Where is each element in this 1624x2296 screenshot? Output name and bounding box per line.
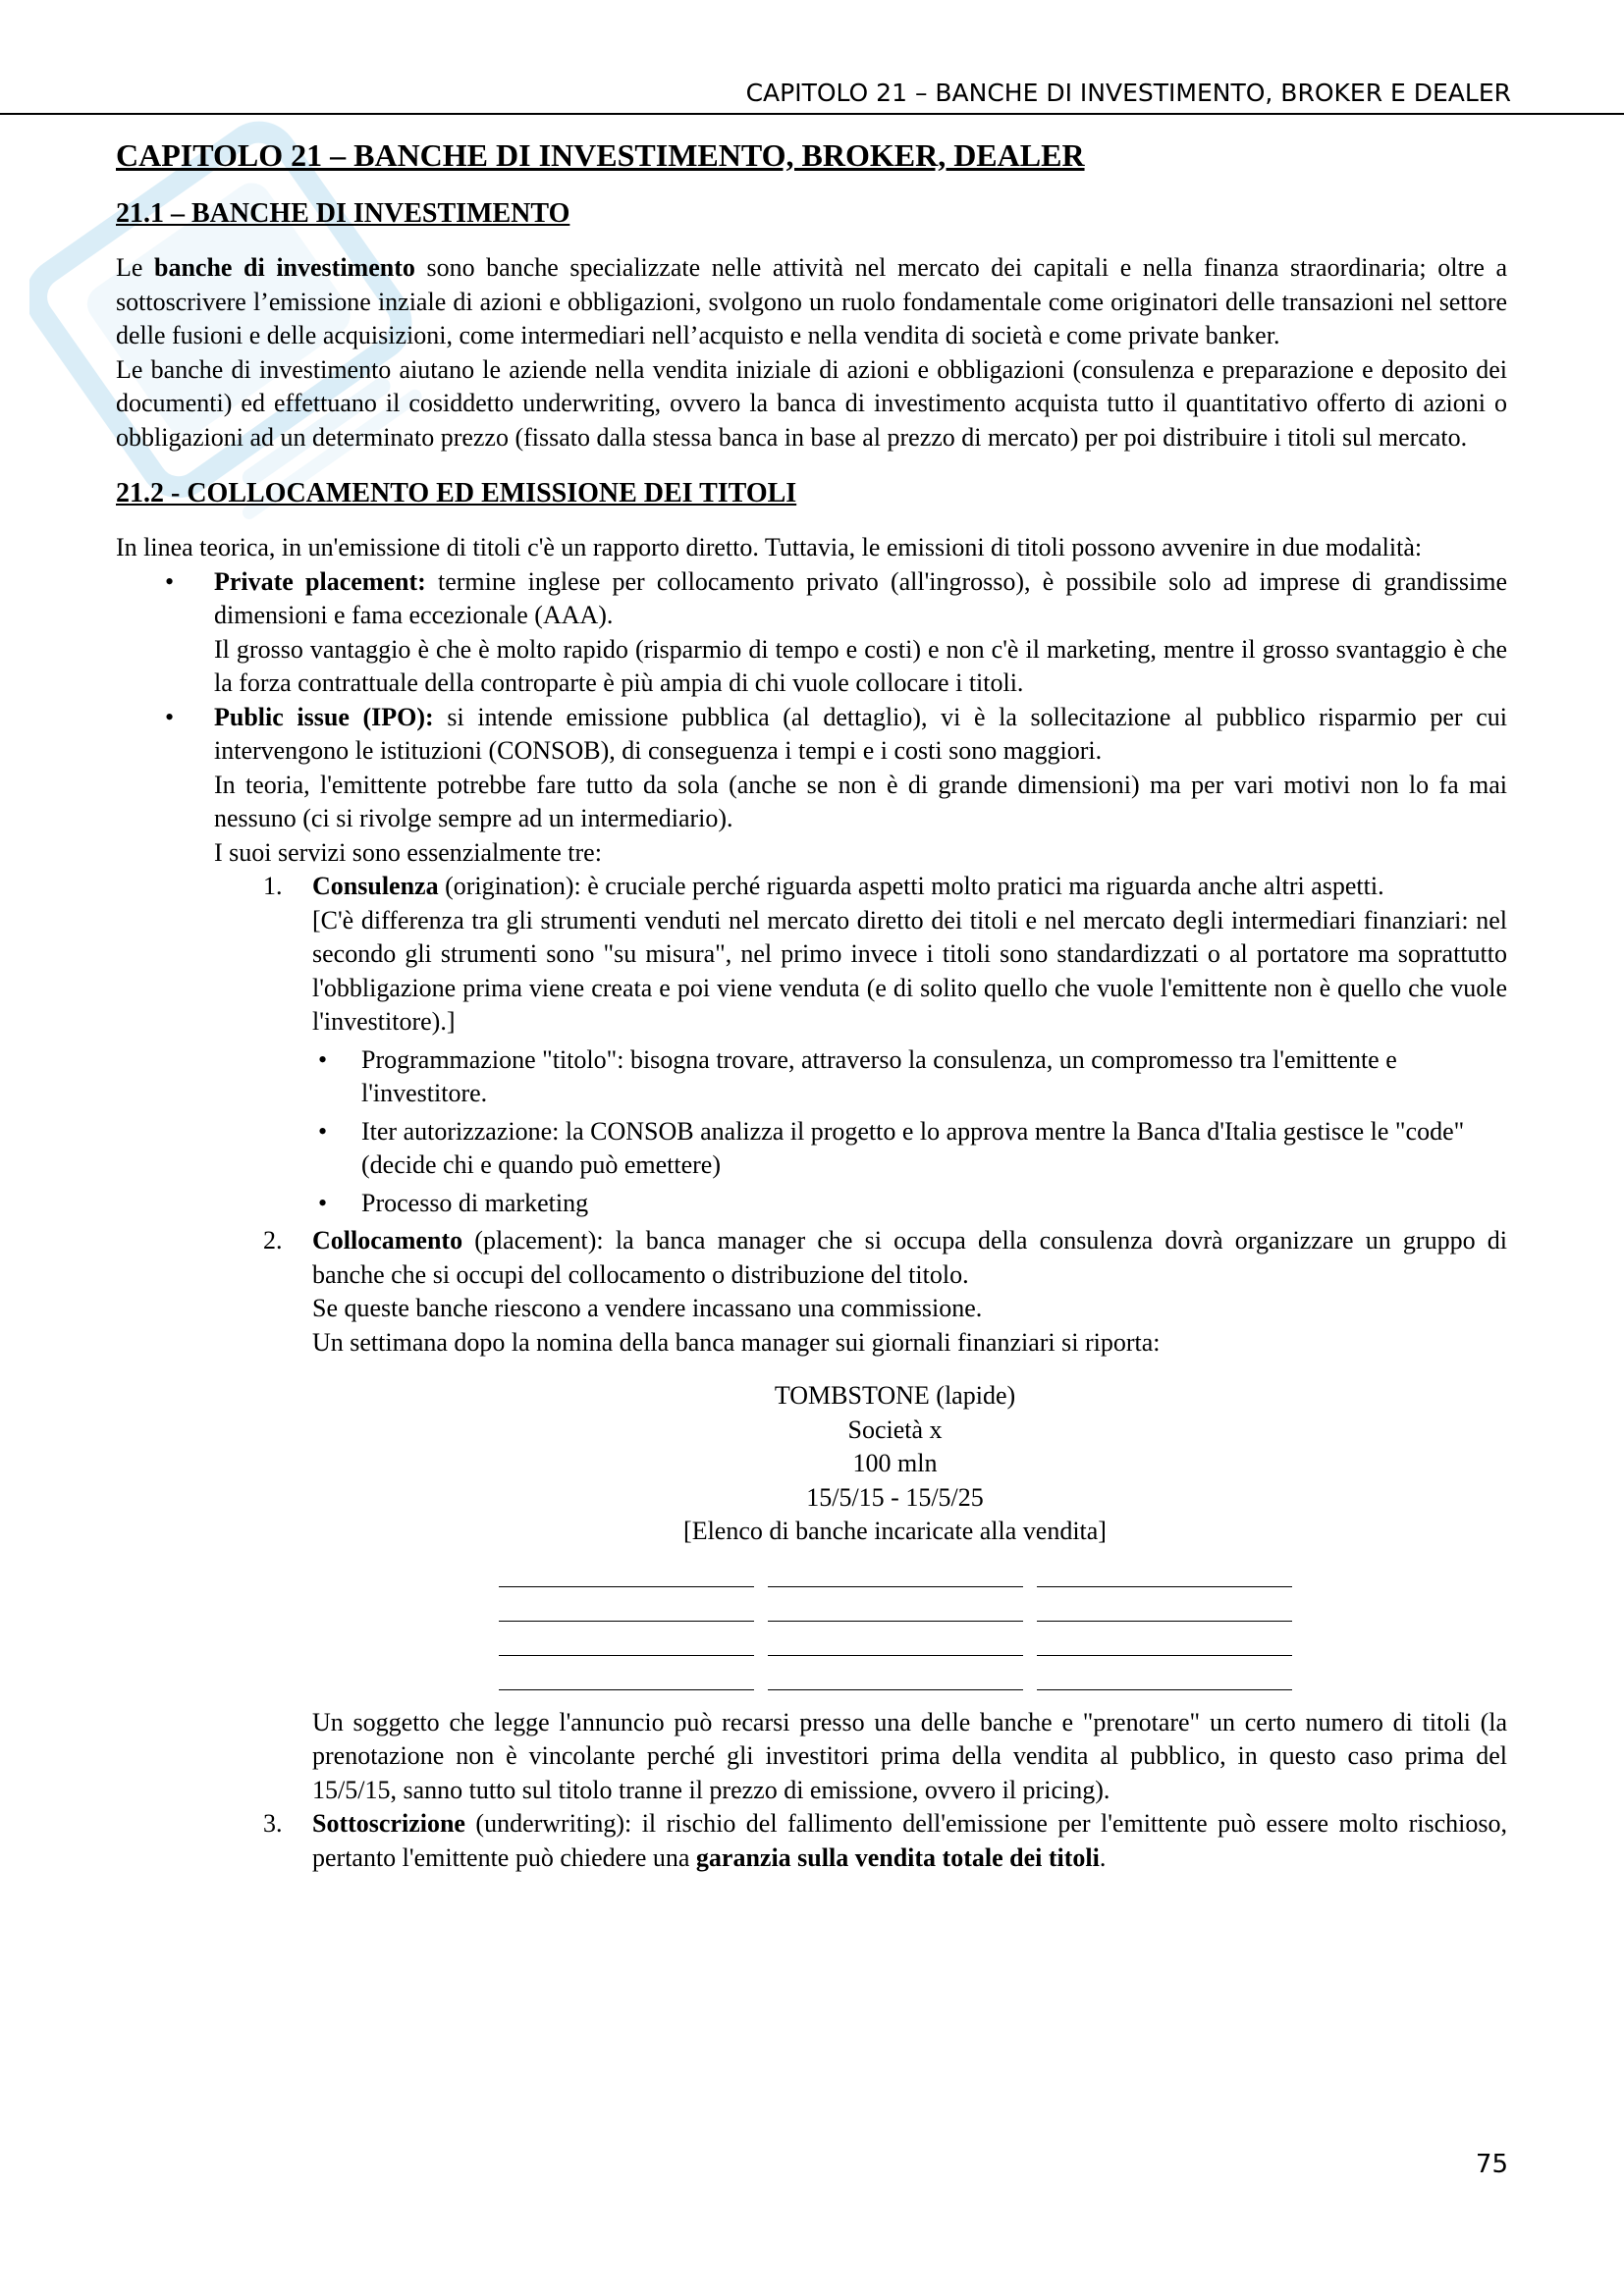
tombstone-line: TOMBSTONE (lapide) (774, 1381, 1016, 1410)
issue-modes-list (116, 565, 1507, 1876)
item-number: 2. (263, 1226, 283, 1255)
blank-line (768, 1599, 1023, 1622)
item-text: termine inglese per collocamento privato (all'ingrosso), è possibile solo ad imprese di grandissime dimensioni e fama eccezionale (AAA). (214, 566, 1507, 629)
section-heading-21-1: 21.1 – BANCHE DI INVESTIMENTO (116, 198, 570, 229)
consulenza-sub-list (312, 1043, 1507, 1221)
section-heading-21-2: 21.2 - COLLOCAMENTO ED EMISSIONE DEI TITOLI (116, 478, 797, 508)
item-text: In teoria, l'emittente potrebbe fare tutto da sola (anche se non è di grande dimensioni) ma per vari motivi non lo fa mai nessuno (ci si rivolge sempre ad un intermediario). (214, 770, 1507, 832)
page-number: 75 (1475, 2150, 1508, 2179)
list-item-collocamento (214, 1224, 1507, 1807)
item-text: I suoi servizi sono essenzialmente tre: (214, 837, 602, 867)
item-number: 1. (263, 872, 283, 900)
list-item-sottoscrizione (214, 1807, 1507, 1875)
main-content (116, 130, 1507, 1875)
blank-line (768, 1565, 1023, 1587)
tombstone-line: 100 mln (852, 1449, 938, 1477)
blank-line (499, 1565, 754, 1587)
list-item: • Processo di marketing (312, 1187, 1507, 1221)
blank-line (499, 1668, 754, 1690)
blank-line (1037, 1565, 1292, 1587)
paragraph-text: sono banche specializzate nelle attività nel mercato dei capitali e nella finanza straordinaria; oltre a sottoscrivere l’emissione inziale di azioni e obbligazioni, svolgono un ruolo fondamentale come originatori delle transazioni nel settore delle fusioni e delle acquisizioni, come intermediari nell’acquisto e nella vendita di società e come private banker. (116, 253, 1508, 349)
blank-line (499, 1599, 754, 1622)
blank-line (1037, 1599, 1292, 1622)
blank-line (768, 1668, 1023, 1690)
blank-line (768, 1633, 1023, 1656)
list-item-private-placement (116, 565, 1507, 701)
paragraph-intro: In linea teorica, in un'emissione di titoli c'è un rapporto diretto. Tuttavia, le emissioni di titoli possono avvenire in due modalità: (116, 533, 1423, 561)
item-text: Il grosso vantaggio è che è molto rapido (risparmio di tempo e costi) e non c'è il marketing, mentre il grosso svantaggio è che la forza contrattuale della controparte è più ampia di chi vuole collocare i titoli. (214, 634, 1507, 697)
tombstone-announcement (312, 1379, 1507, 1690)
services-list (214, 870, 1507, 1875)
bold-term: Sottoscrizione (312, 1809, 465, 1838)
paragraph-underwriting: Le banche di investimento aiutano le aziende nella vendita iniziale di azioni e obbligazioni (consulenza e preparazione e deposito dei documenti) ed effettuano il cosiddetto underwriting, ovvero la banca di investimento acquista tutto il quantitativo offerto di azioni o obbligazioni ad un determinato prezzo (fissato dalla stessa banca in base al prezzo di mercato) per poi distribuire i titoli sul mercato. (116, 354, 1507, 452)
tombstone-line: 15/5/15 - 15/5/25 (806, 1482, 984, 1512)
chapter-title: CAPITOLO 21 – BANCHE DI INVESTIMENTO, BROKER, DEALER (116, 137, 1085, 173)
paragraph-text: Le (116, 253, 155, 282)
blank-row (493, 1622, 1298, 1656)
item-text: (underwriting): il rischio del fallimento dell'emissione per l'emittente può essere molto rischioso, pertanto l'emittente può chiedere una (312, 1809, 1507, 1872)
blank-row (493, 1656, 1298, 1690)
blank-row (493, 1553, 1298, 1587)
paragraph-investment-banks (116, 251, 1507, 353)
item-text: (origination): è cruciale perché riguarda aspetti molto pratici ma riguarda anche altri aspetti. (438, 872, 1384, 900)
blank-line (499, 1633, 754, 1656)
bank-list-blanks (493, 1553, 1298, 1690)
item-number: 3. (263, 1809, 283, 1838)
bold-term: garanzia sulla vendita totale dei titoli (695, 1842, 1100, 1872)
running-header: CAPITOLO 21 – BANCHE DI INVESTIMENTO, BROKER E DEALER (745, 79, 1511, 107)
tombstone-line: [Elenco di banche incaricate alla vendita] (683, 1517, 1107, 1545)
bold-term: Consulenza (312, 872, 439, 900)
blank-line (1037, 1633, 1292, 1656)
bold-term: Private placement: (214, 566, 426, 596)
bold-term: banche di investimento (154, 253, 415, 282)
item-text: [C'è differenza tra gli strumenti venduti nel mercato diretto dei titoli e nel mercato degli intermediari finanziari: nel secondo gli strumenti sono "su misura", nel primo invece i titoli sono standardizzati o al portatore ma soprattutto l'obbligazione prima viene creata e poi viene venduta (e di solito quello che vuole l'emittente non è quello che vuole l'investitore).] (312, 905, 1507, 1036)
bold-term: Public issue (IPO): (214, 702, 434, 731)
list-item: • Iter autorizzazione: la CONSOB analizza il progetto e lo approva mentre la Banca d'Italia gestisce le "code" (decide chi e quando può emettere) (312, 1115, 1507, 1183)
item-text: (placement): la banca manager che si occupa della consulenza dovrà organizzare un gruppo di banche che si occupi del collocamento o distribuzione del titolo. (312, 1226, 1507, 1289)
bold-term: Collocamento (312, 1226, 463, 1255)
list-item-consulenza (214, 870, 1507, 1220)
item-text: . (1099, 1842, 1107, 1872)
blank-line (1037, 1668, 1292, 1690)
blank-row (493, 1587, 1298, 1622)
header-divider (0, 113, 1624, 115)
item-text: Un soggetto che legge l'annuncio può recarsi presso una delle banche e "prenotare" un certo numero di titoli (la prenotazione non è vincolante perché gli investitori prima della vendita al pubblico, in questo caso prima del 15/5/15, sanno tutto sul titolo tranne il prezzo di emissione, ovvero il pricing). (312, 1707, 1507, 1804)
item-text: Se queste banche riescono a vendere incassano una commissione. (312, 1294, 983, 1322)
list-item-public-issue (116, 701, 1507, 1876)
tombstone-line: Società x (847, 1415, 943, 1444)
list-item: • Programmazione "titolo": bisogna trovare, attraverso la consulenza, un compromesso tra l'emittente e l'investitore. (312, 1043, 1507, 1111)
item-text: si intende emissione pubblica (al dettaglio), vi è la sollecitazione al pubblico risparmio per cui intervengono le istituzioni (CONSOB), di conseguenza i tempi e i costi sono maggiori. (214, 702, 1507, 765)
item-text: Un settimana dopo la nomina della banca manager sui giornali finanziari si riporta: (312, 1327, 1161, 1357)
